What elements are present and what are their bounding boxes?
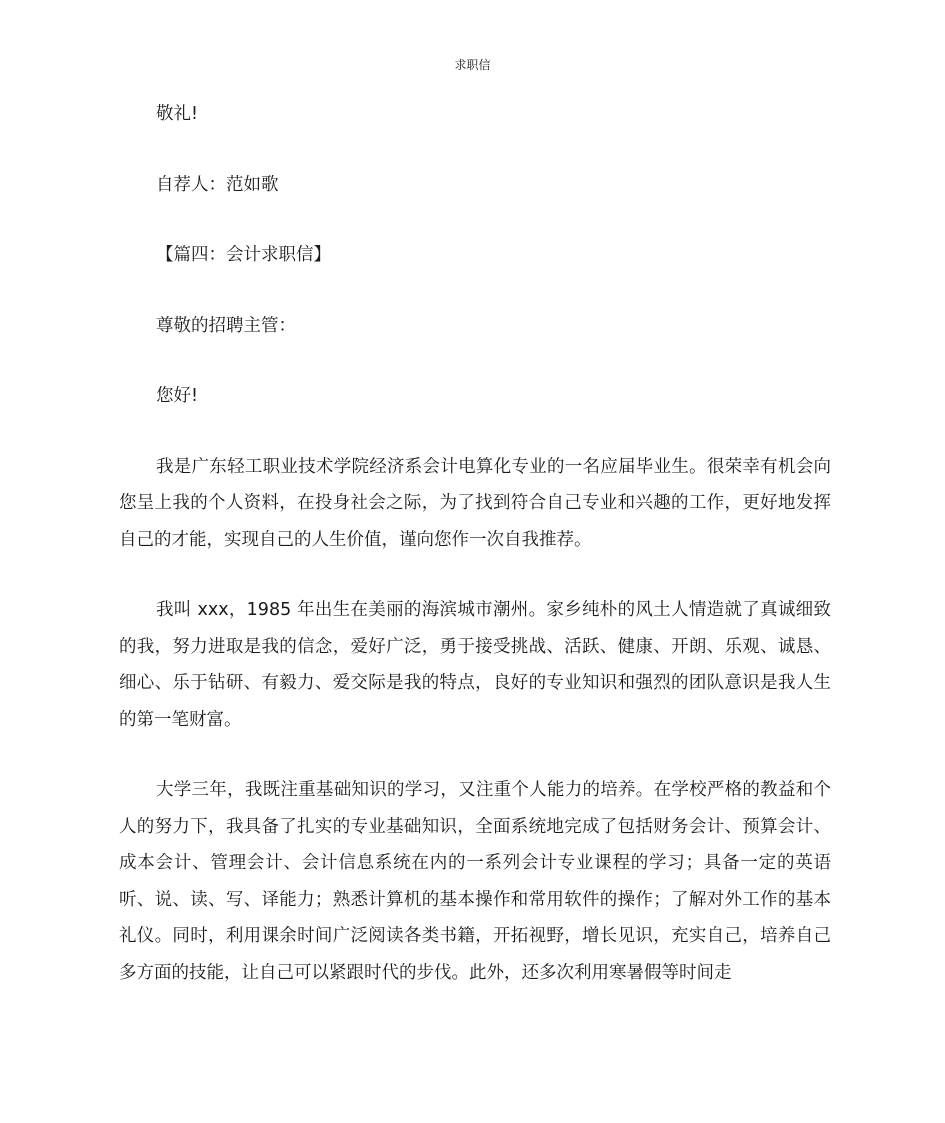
page-header-title: 求职信 [454, 58, 491, 72]
letter-body [119, 96, 831, 991]
greeting: 您好! [156, 386, 199, 406]
paragraph-personal: 我叫 xxx，1985 年出生在美丽的海滨城市潮州。家乡纯朴的风土人情造就了真诚细致的我，努力进取是我的信念，爱好广泛，勇于接受挑战、活跃、健康、开朗、乐观、诚恳、细心、乐于钻研、有毅力、爱交际是我的特点，良好的专业知识和强烈的团队意识是我人生的第一笔财富。 [119, 600, 831, 730]
salutation: 尊敬的招聘主管： [156, 315, 296, 336]
paragraph-intro: 我是广东轻工职业技术学院经济系会计电算化专业的一名应届毕业生。很荣幸有机会向您呈上我的个人资料，在投身社会之际，为了找到符合自己专业和兴趣的工作，更好地发挥自己的才能，实现自己的人生价值，谨向您作一次自我推荐。 [119, 456, 831, 550]
paragraph-education: 大学三年，我既注重基础知识的学习，又注重个人能力的培养。在学校严格的教益和个人的努力下，我具备了扎实的专业基础知识，全面系统地完成了包括财务会计、预算会计、成本会计、管理会计、会计信息系统在内的一系列会计专业课程的学习；具备一定的英语听、说、读、写、译能力；熟悉计算机的基本操作和常用软件的操作；了解对外工作的基本礼仪。同时，利用课余时间广泛阅读各类书籍，开拓视野，增长见识，充实自己，培养自己多方面的技能，让自己可以紧跟时代的步伐。此外，还多次利用寒暑假等时间走 [119, 780, 831, 983]
closing-salute: 敬礼! [156, 104, 199, 124]
signer-line: 自荐人：范如歌 [156, 174, 279, 195]
section-heading: 【篇四：会计求职信】 [156, 245, 331, 265]
